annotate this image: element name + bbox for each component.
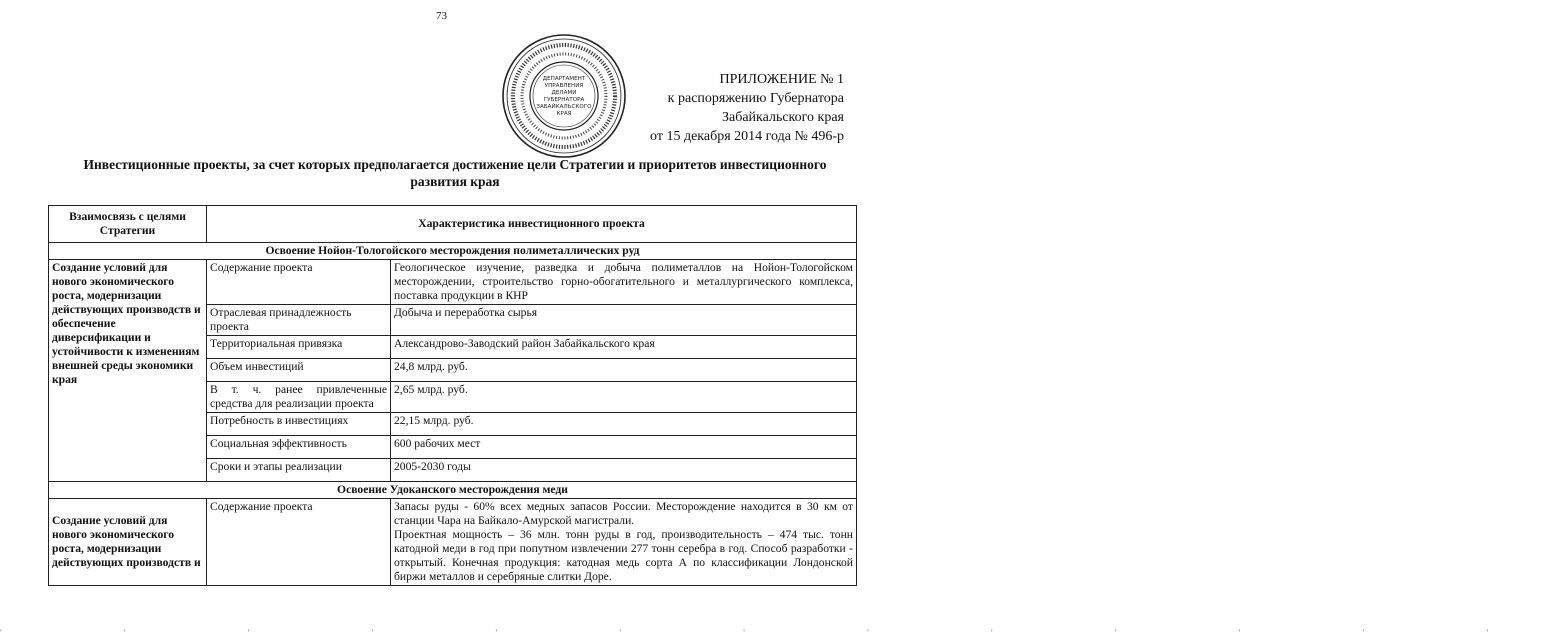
investment-projects-table	[48, 205, 857, 586]
appendix-region: Забайкальского края	[721, 110, 844, 125]
row-value: 24,8 млрд. руб.	[391, 359, 857, 382]
strategy-goal-cell: Создание условий для нового экономического роста, модернизации действующих производств и обеспечение диверсификации и устойчивости к изменениям внешней среды экономики края	[49, 260, 207, 482]
header-strategy-goals: Взаимосвязь с целями Стратегии	[49, 206, 207, 243]
appendix-number: ПРИЛОЖЕНИЕ № 1	[719, 72, 844, 87]
page-number: 73	[436, 10, 447, 22]
section-row	[49, 243, 857, 260]
row-label: Социальная эффективность	[207, 436, 391, 459]
row-label: Потребность в инвестициях	[207, 413, 391, 436]
svg-text:УПРАВЛЕНИЯ: УПРАВЛЕНИЯ	[544, 83, 584, 89]
row-value: 22,15 млрд. руб.	[391, 413, 857, 436]
row-value-paragraph: Запасы руды - 60% всех медных запасов России. Месторождение находится в 30 км от станции Чара на Байкало-Амурской магистрали.	[394, 500, 853, 527]
row-value: Александрово-Заводский район Забайкальского края	[391, 336, 857, 359]
row-value	[391, 499, 857, 586]
header-project-characteristics: Характеристика инвестиционного проекта	[207, 206, 857, 243]
appendix-reference: к распоряжению Губернатора	[667, 91, 844, 106]
seal-inner-text	[536, 76, 592, 117]
row-label: Содержание проекта	[207, 499, 391, 586]
scan-edge-marks: ' ' ' ' ' ' ' ' ' ' ' ' '	[0, 628, 1548, 638]
svg-text:ЗАБАЙКАЛЬСКОГО: ЗАБАЙКАЛЬСКОГО	[536, 104, 592, 110]
strategy-goal-cell: Создание условий для нового экономического роста, модернизации действующих производств и	[49, 499, 207, 586]
row-value: 600 рабочих мест	[391, 436, 857, 459]
section-title: Освоение Нойон-Тологойского месторождения полиметаллических руд	[49, 243, 857, 260]
appendix-date: от 15 декабря 2014 года № 496-р	[650, 129, 844, 144]
row-value: Добыча и переработка сырья	[391, 305, 857, 336]
row-label: Отраслевая принадлежность проекта	[207, 305, 391, 336]
table-row	[49, 499, 857, 586]
row-value-paragraph: Проектная мощность – 36 млн. тонн руды в год, производительность – 474 тыс. тонн катодной меди в год при попутном извлечении 277 тонн серебра в год. Способ разработки - открытый. Конечная продукция: катодная медь сорта А по классификации Лондонской биржи металлов и серебряные слитки Доре.	[394, 528, 853, 583]
svg-text:ДЕЛАМИ: ДЕЛАМИ	[551, 90, 577, 96]
row-label: В т. ч. ранее привлеченные средства для реализации проекта	[207, 382, 391, 413]
svg-text:ГУБЕРНАТОРА: ГУБЕРНАТОРА	[543, 97, 585, 103]
row-label: Территориальная привязка	[207, 336, 391, 359]
document-title: Инвестиционные проекты, за счет которых предполагается достижение цели Стратегии и приоритетов инвестиционного развития края	[83, 157, 827, 189]
row-value: Геологическое изучение, разведка и добыча полиметаллов на Нойон-Тологойском месторождении, строительство горно-обогатительного и металлургического комплекса, поставка продукции в КНР	[391, 260, 857, 305]
row-label: Содержание проекта	[207, 260, 391, 305]
svg-text:КРАЯ: КРАЯ	[556, 111, 572, 117]
appendix-block	[618, 70, 844, 146]
official-seal-stamp	[500, 32, 628, 160]
row-label: Объем инвестиций	[207, 359, 391, 382]
row-value: 2005-2030 годы	[391, 459, 857, 482]
section-title: Освоение Удоканского месторождения меди	[49, 482, 857, 499]
row-value: 2,65 млрд. руб.	[391, 382, 857, 413]
svg-text:ДЕПАРТАМЕНТ: ДЕПАРТАМЕНТ	[542, 76, 586, 82]
row-label: Сроки и этапы реализации	[207, 459, 391, 482]
table-row	[49, 260, 857, 305]
table-header-row	[49, 206, 857, 243]
section-row	[49, 482, 857, 499]
